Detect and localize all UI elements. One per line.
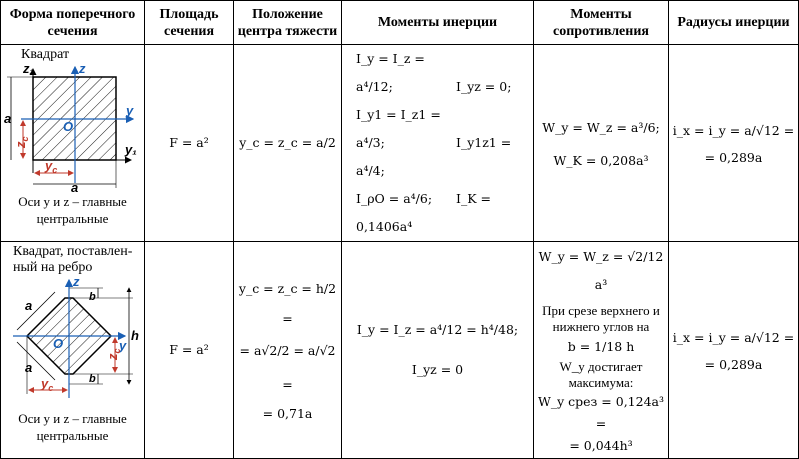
y-label-2: y — [118, 338, 126, 353]
header-shape: Форма поперечного сечения — [1, 1, 145, 45]
modulus-line2-square: W_K = 0,208a³ — [553, 153, 649, 168]
h-label: h — [130, 328, 139, 343]
origin-label-2: O — [52, 336, 63, 351]
side-a-upper-label: a — [24, 298, 32, 313]
z-label-2: z — [72, 276, 79, 289]
modulus-line4-diamond: = 0,044h³ — [569, 438, 633, 453]
square-caption-line2: центральные — [36, 211, 109, 226]
radius-cell-square — [669, 45, 799, 242]
modulus-cell-square — [534, 45, 669, 242]
square-figure — [3, 63, 143, 193]
z-label: z — [78, 63, 85, 76]
inertia-line1b: I_yz = 0; — [456, 79, 512, 94]
inertia-cell-square — [342, 45, 534, 242]
modulus-line2-diamond: b = 1/18 h — [567, 339, 635, 354]
modulus-text2: нижнего углов на — [552, 319, 650, 334]
header-section-modulus: Моменты сопротивления — [534, 1, 669, 45]
inertia-line3a: I_ρO = a⁴/6; — [356, 191, 433, 206]
table-row-diamond — [1, 242, 799, 459]
shape-cell-diamond — [1, 242, 145, 459]
area-formula-diamond: F = a² — [169, 342, 209, 357]
modulus-line1-square: W_y = W_z = a³/6; — [542, 120, 660, 135]
inertia-line2b: I_y1z1 = a⁴/4; — [356, 135, 512, 178]
inertia-line2-diamond: I_yz = 0 — [411, 362, 464, 377]
yc-label-2: $y_c$ — [40, 376, 53, 393]
radius-line1-diamond: i_x = i_y = a/√12 = — [672, 330, 795, 345]
area-cell-diamond — [145, 242, 234, 459]
origin-label: O — [62, 119, 73, 134]
modulus-line3-diamond: W_y срез = 0,124a³ = — [537, 394, 665, 431]
inertia-cell-diamond — [342, 242, 534, 459]
header-area: Площадь сечения — [145, 1, 234, 45]
inertia-line1-diamond: I_y = I_z = a⁴/12 = h⁴/48; — [356, 322, 519, 337]
inertia-line2a: I_y1 = I_z1 = a⁴/3; — [356, 107, 441, 150]
zc-label-2: $z_c$ — [104, 348, 122, 360]
modulus-text3: W_y достигает — [559, 359, 643, 374]
header-row — [1, 1, 799, 45]
inertia-line1a: I_y = I_z = a⁴/12; — [356, 51, 425, 94]
zc-label: $z_c$ — [12, 136, 30, 148]
b-top-label: b — [88, 291, 96, 303]
inertia-line3b: I_K = 0,1406a⁴ — [356, 191, 491, 234]
area-cell-square — [145, 45, 234, 242]
header-inertia: Моменты инерции — [342, 1, 534, 45]
modulus-text4: максимума: — [568, 375, 634, 390]
centroid-line3-diamond: = 0,71a — [262, 406, 313, 421]
radius-line2-square: = 0,289a — [704, 150, 763, 165]
modulus-text1: При срезе верхнего и — [542, 303, 660, 318]
diamond-title-line1: Квадрат, поставлен- — [13, 244, 133, 259]
diamond-caption-line1: Оси y и z – главные — [18, 411, 127, 426]
header-radius: Радиусы инерции — [669, 1, 799, 45]
b-bottom-label: b — [88, 373, 96, 385]
side-a-lower-label: a — [24, 360, 32, 375]
diamond-title-line2: ный на ребро — [13, 260, 93, 275]
table-row-square — [1, 45, 799, 242]
radius-line1-square: i_x = i_y = a/√12 = — [672, 123, 795, 138]
y1-label: y₁ — [124, 142, 137, 157]
header-centroid: Положение центра тяжести — [234, 1, 342, 45]
z1-label: z₁ — [22, 63, 34, 76]
centroid-cell-square — [234, 45, 342, 242]
centroid-formula-square: y_c = z_c = a/2 — [239, 135, 336, 150]
diamond-figure — [3, 276, 143, 410]
radius-line2-diamond: = 0,289a — [704, 357, 763, 372]
modulus-line1-diamond: W_y = W_z = √2/12 a³ — [538, 249, 664, 292]
centroid-cell-diamond — [234, 242, 342, 459]
side-a-left-label: a — [3, 111, 11, 126]
area-formula-square: F = a² — [169, 135, 209, 150]
diamond-caption-line2: центральные — [36, 428, 109, 443]
centroid-line1-diamond: y_c = z_c = h/2 = — [238, 281, 337, 326]
y-label: y — [125, 103, 133, 118]
centroid-line2-diamond: = a√2/2 = a/√2 = — [239, 343, 336, 392]
modulus-cell-diamond — [534, 242, 669, 459]
radius-cell-diamond — [669, 242, 799, 459]
square-caption-line1: Оси y и z – главные — [18, 194, 127, 209]
shape-cell-square — [1, 45, 145, 242]
side-a-bottom-label: a — [70, 180, 78, 193]
yc-label: $y_c$ — [44, 158, 57, 175]
square-title: Квадрат — [21, 47, 70, 62]
